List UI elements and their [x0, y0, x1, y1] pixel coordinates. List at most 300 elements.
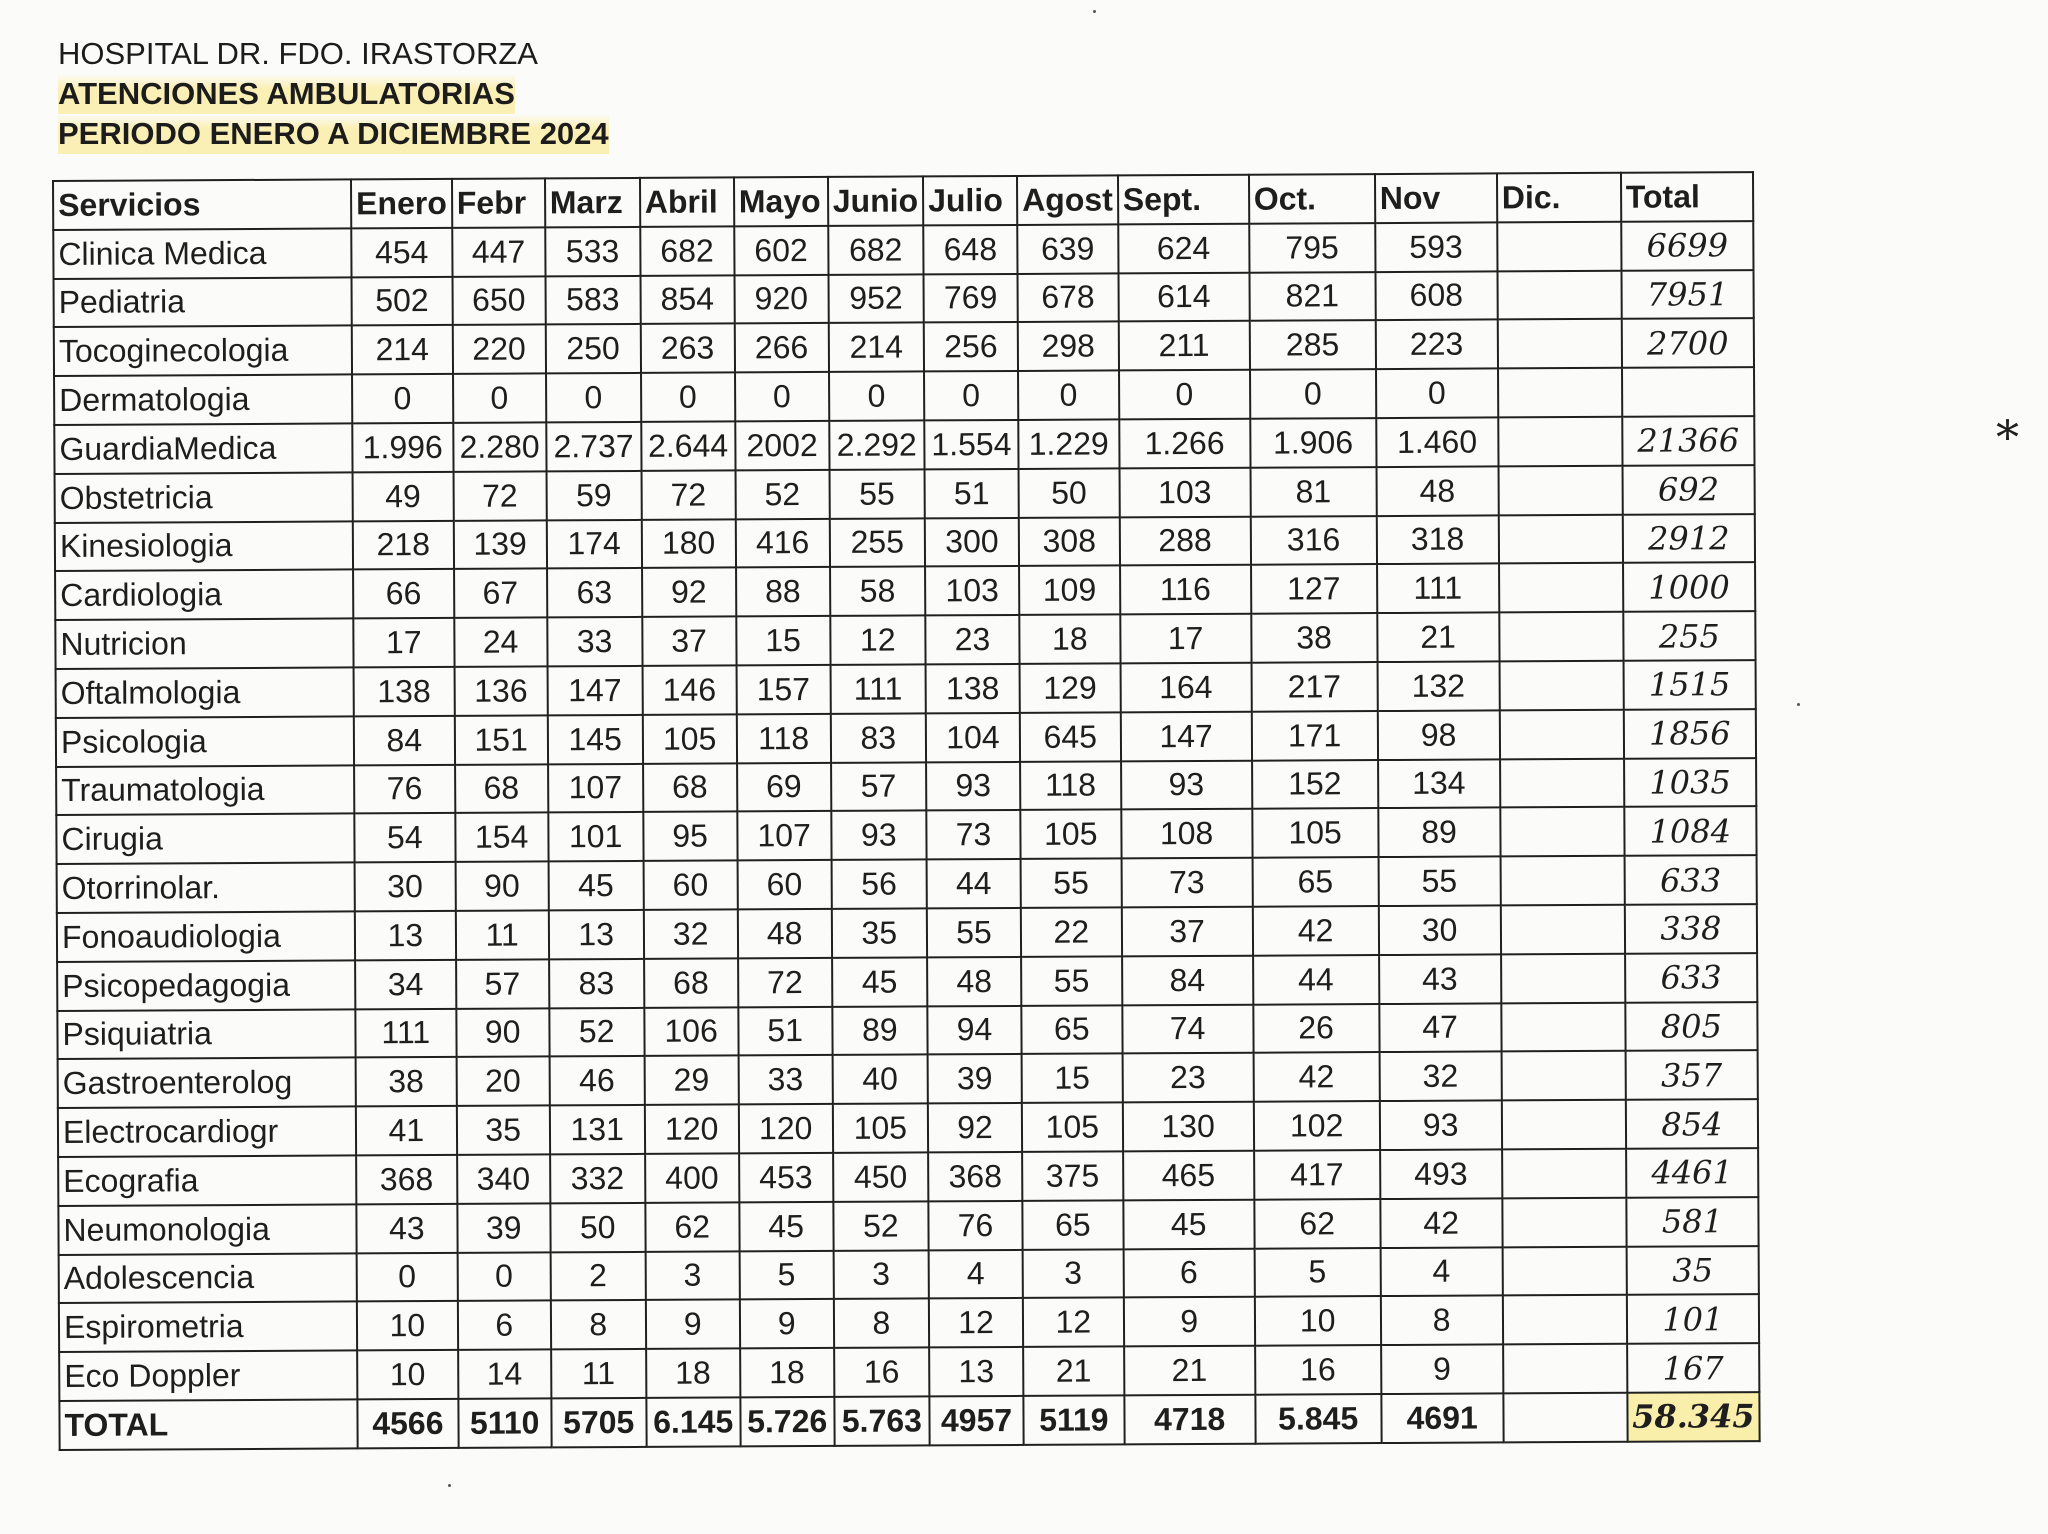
- month-cell: 21: [1377, 613, 1499, 662]
- column-header: Nov: [1375, 173, 1497, 222]
- month-cell: 105: [1022, 1103, 1123, 1152]
- month-cell: 0: [1018, 371, 1119, 420]
- month-cell: 39: [457, 1203, 550, 1252]
- month-cell: 101: [548, 812, 643, 861]
- handwritten-total-cell: 35: [1626, 1246, 1759, 1295]
- handwritten-total-cell: 255: [1623, 611, 1756, 660]
- month-cell: 223: [1375, 320, 1497, 369]
- month-cell: 152: [1252, 760, 1378, 809]
- month-cell: 145: [547, 715, 642, 764]
- total-row: [59, 1392, 1759, 1450]
- month-cell: 214: [352, 325, 453, 374]
- month-cell: 608: [1375, 271, 1497, 320]
- service-name: Ecografia: [58, 1155, 356, 1205]
- column-header: Sept.: [1118, 175, 1249, 224]
- month-cell: 218: [353, 520, 454, 569]
- handwritten-total-cell: 2912: [1622, 514, 1755, 563]
- month-cell: 67: [454, 569, 547, 618]
- table-row: [59, 1246, 1759, 1304]
- month-cell: 43: [1379, 954, 1501, 1003]
- month-cell: 164: [1120, 663, 1251, 712]
- month-cell: 13: [929, 1347, 1023, 1396]
- handwritten-total-cell: 21366: [1622, 416, 1755, 465]
- month-cell: 51: [925, 469, 1019, 518]
- column-header: Dic.: [1497, 173, 1621, 222]
- month-cell: 69: [737, 762, 831, 811]
- month-cell: 332: [550, 1154, 645, 1203]
- month-cell: 6: [1123, 1248, 1254, 1297]
- service-name: Kinesiologia: [55, 521, 353, 571]
- month-cell: 18: [646, 1349, 740, 1398]
- month-cell: 17: [353, 618, 454, 667]
- month-cell: 90: [456, 1008, 549, 1057]
- month-cell: [1502, 1100, 1626, 1149]
- month-cell: [1499, 710, 1623, 759]
- month-cell: 678: [1018, 273, 1119, 322]
- month-cell: 81: [1250, 467, 1376, 516]
- month-cell: 214: [828, 323, 924, 372]
- month-cell: [1501, 1051, 1625, 1100]
- month-cell: 58: [830, 567, 926, 616]
- month-cell: 5110: [458, 1398, 551, 1447]
- month-cell: 60: [643, 861, 737, 910]
- handwritten-total-cell: 581: [1626, 1197, 1759, 1246]
- month-cell: 583: [545, 276, 640, 325]
- month-cell: 92: [642, 568, 736, 617]
- month-cell: [1497, 222, 1621, 271]
- month-cell: 72: [641, 470, 735, 519]
- month-cell: 648: [923, 225, 1017, 274]
- month-cell: 55: [1021, 859, 1122, 908]
- month-cell: 66: [353, 569, 454, 618]
- column-header: Agost: [1017, 175, 1118, 224]
- month-cell: 131: [550, 1105, 645, 1154]
- month-cell: 1.906: [1250, 418, 1376, 467]
- month-cell: 151: [454, 715, 547, 764]
- month-cell: 45: [548, 861, 643, 910]
- month-cell: 316: [1250, 516, 1376, 565]
- month-cell: 111: [830, 664, 926, 713]
- month-cell: 795: [1249, 223, 1375, 272]
- month-cell: 147: [547, 666, 642, 715]
- table-row: [53, 221, 1753, 279]
- month-cell: 50: [550, 1203, 645, 1252]
- month-cell: 20: [456, 1057, 549, 1106]
- report-period: PERIODO ENERO A DICIEMBRE 2024: [58, 114, 609, 154]
- handwritten-total-cell: 338: [1624, 904, 1757, 953]
- month-cell: 682: [828, 225, 924, 274]
- handwritten-total-cell: 692: [1622, 465, 1755, 514]
- month-cell: [1502, 1246, 1626, 1295]
- month-cell: 49: [353, 472, 454, 521]
- month-cell: 10: [357, 1301, 458, 1350]
- month-cell: 0: [924, 371, 1018, 420]
- table-row: [57, 855, 1757, 913]
- month-cell: 68: [455, 764, 548, 813]
- month-cell: [1503, 1295, 1627, 1344]
- table-row: [57, 953, 1757, 1011]
- month-cell: 15: [1022, 1054, 1123, 1103]
- month-cell: 0: [829, 372, 925, 421]
- service-name: Tocoginecologia: [54, 326, 352, 376]
- month-cell: 1.229: [1018, 419, 1119, 468]
- month-cell: 108: [1121, 809, 1252, 858]
- month-cell: 76: [928, 1201, 1022, 1250]
- table-row: [55, 465, 1755, 523]
- month-cell: 98: [1377, 710, 1499, 759]
- report-title: ATENCIONES AMBULATORIAS: [58, 74, 515, 114]
- month-cell: 52: [735, 470, 829, 519]
- month-cell: 11: [551, 1349, 646, 1398]
- month-cell: 103: [1119, 468, 1250, 517]
- month-cell: 42: [1253, 1052, 1379, 1101]
- month-cell: 104: [926, 713, 1020, 762]
- month-cell: [1499, 612, 1623, 661]
- service-name: Electrocardiogr: [58, 1107, 356, 1157]
- month-cell: 65: [1252, 857, 1378, 906]
- document-header: [54, 34, 613, 154]
- month-cell: [1498, 417, 1622, 466]
- handwritten-total-cell: 101: [1627, 1294, 1760, 1343]
- month-cell: 62: [1254, 1199, 1380, 1248]
- service-name: Psicologia: [56, 716, 354, 766]
- month-cell: 298: [1018, 322, 1119, 371]
- service-name: Psicopedagogia: [57, 960, 355, 1010]
- month-cell: 40: [832, 1055, 928, 1104]
- month-cell: 4: [929, 1249, 1023, 1298]
- month-cell: 453: [739, 1153, 833, 1202]
- month-cell: 93: [831, 811, 927, 860]
- month-cell: 266: [734, 323, 828, 372]
- month-cell: 952: [828, 274, 924, 323]
- month-cell: 0: [546, 373, 641, 422]
- service-name: Fonoaudiologia: [57, 911, 355, 961]
- month-cell: 73: [926, 810, 1020, 859]
- month-cell: 4691: [1381, 1393, 1503, 1442]
- month-cell: 107: [737, 811, 831, 860]
- table-row: [56, 758, 1756, 816]
- month-cell: 450: [833, 1152, 929, 1201]
- table-row: [57, 1002, 1757, 1060]
- month-cell: 136: [454, 666, 547, 715]
- month-cell: 8: [551, 1300, 646, 1349]
- month-cell: 447: [452, 227, 545, 276]
- month-cell: 13: [549, 910, 644, 959]
- month-cell: 416: [735, 519, 829, 568]
- month-cell: 4957: [929, 1396, 1023, 1445]
- month-cell: 60: [737, 860, 831, 909]
- column-header: Febr: [452, 178, 545, 227]
- month-cell: 650: [452, 276, 545, 325]
- month-cell: 171: [1251, 711, 1377, 760]
- column-header: Abril: [640, 177, 734, 226]
- month-cell: 300: [925, 518, 1019, 567]
- month-cell: [1499, 661, 1623, 710]
- service-name: Neumonologia: [58, 1204, 356, 1254]
- month-cell: 217: [1251, 662, 1377, 711]
- paper-speck: [1797, 703, 1800, 706]
- month-cell: 42: [1380, 1198, 1502, 1247]
- handwritten-total-cell: 633: [1625, 953, 1758, 1002]
- month-cell: 16: [1255, 1345, 1381, 1394]
- month-cell: 129: [1020, 663, 1121, 712]
- month-cell: 11: [456, 910, 549, 959]
- table-row: [56, 660, 1756, 718]
- month-cell: 256: [924, 322, 1018, 371]
- handwritten-total-cell: 6699: [1621, 221, 1754, 270]
- handwritten-total-cell: 1000: [1623, 562, 1756, 611]
- handwritten-total-cell: 2700: [1621, 318, 1754, 367]
- month-cell: 44: [927, 859, 1021, 908]
- month-cell: 0: [1250, 369, 1376, 418]
- handwritten-total-cell: 7951: [1621, 270, 1754, 319]
- month-cell: 89: [832, 1006, 928, 1055]
- month-cell: [1497, 319, 1621, 368]
- month-cell: 0: [357, 1252, 458, 1301]
- month-cell: 9: [1381, 1345, 1503, 1394]
- month-cell: 0: [735, 372, 829, 421]
- month-cell: 127: [1251, 564, 1377, 613]
- month-cell: 3: [1023, 1249, 1124, 1298]
- month-cell: 83: [549, 959, 644, 1008]
- month-cell: 84: [354, 716, 455, 765]
- month-cell: 21: [1124, 1346, 1255, 1395]
- table-row: [58, 1197, 1758, 1255]
- column-header: Total: [1621, 172, 1754, 221]
- month-cell: 35: [832, 908, 928, 957]
- month-cell: 0: [352, 374, 453, 423]
- month-cell: 55: [1378, 857, 1500, 906]
- table-row: [56, 709, 1756, 767]
- month-cell: 17: [1120, 614, 1251, 663]
- month-cell: 55: [1021, 956, 1122, 1005]
- service-name: Cirugia: [56, 814, 354, 864]
- month-cell: 14: [458, 1350, 551, 1399]
- month-cell: 132: [1377, 661, 1499, 710]
- column-header: Junio: [828, 176, 924, 225]
- month-cell: 105: [1020, 810, 1121, 859]
- month-cell: 18: [1019, 615, 1120, 664]
- month-cell: 639: [1017, 224, 1118, 273]
- service-name: Espirometria: [59, 1302, 357, 1352]
- month-cell: 35: [457, 1106, 550, 1155]
- table-row: [59, 1343, 1759, 1401]
- month-cell: 74: [1122, 1004, 1253, 1053]
- month-cell: 94: [927, 1005, 1021, 1054]
- month-cell: 32: [1379, 1052, 1501, 1101]
- month-cell: 593: [1375, 222, 1497, 271]
- month-cell: 417: [1254, 1150, 1380, 1199]
- month-cell: 318: [1376, 515, 1498, 564]
- month-cell: [1497, 270, 1621, 319]
- month-cell: [1498, 514, 1622, 563]
- month-cell: 9: [646, 1300, 740, 1349]
- handwritten-total-cell: 357: [1625, 1050, 1758, 1099]
- hospital-name: HOSPITAL DR. FDO. IRASTORZA: [58, 36, 538, 71]
- month-cell: 465: [1123, 1151, 1254, 1200]
- month-cell: 55: [829, 469, 925, 518]
- service-name: Obstetricia: [55, 472, 353, 522]
- month-cell: 92: [928, 1103, 1022, 1152]
- month-cell: 57: [456, 959, 549, 1008]
- table-row: [54, 318, 1754, 376]
- month-cell: 2002: [735, 421, 829, 470]
- month-cell: 47: [1379, 1003, 1501, 1052]
- month-cell: 138: [354, 667, 455, 716]
- month-cell: 138: [926, 664, 1020, 713]
- month-cell: 9: [1124, 1297, 1255, 1346]
- handwritten-asterisk: *: [1996, 410, 2019, 464]
- month-cell: 12: [830, 616, 926, 665]
- month-cell: 37: [642, 617, 736, 666]
- month-cell: 10: [357, 1350, 458, 1399]
- table-row: [54, 270, 1754, 328]
- month-cell: 5.763: [834, 1396, 930, 1445]
- month-cell: 920: [734, 275, 828, 324]
- month-cell: 255: [829, 518, 925, 567]
- month-cell: 93: [1380, 1101, 1502, 1150]
- month-cell: 103: [925, 566, 1019, 615]
- month-cell: 5.726: [740, 1397, 834, 1446]
- month-cell: 6.145: [646, 1397, 740, 1446]
- column-header: Marz: [545, 178, 640, 227]
- month-cell: [1498, 368, 1622, 417]
- service-name: Gastroenterolog: [58, 1058, 356, 1108]
- month-cell: 368: [928, 1152, 1022, 1201]
- month-cell: 18: [740, 1348, 834, 1397]
- month-cell: 130: [1123, 1102, 1254, 1151]
- month-cell: 368: [356, 1155, 457, 1204]
- month-cell: 0: [1119, 370, 1250, 419]
- month-cell: 23: [1122, 1053, 1253, 1102]
- month-cell: [1499, 563, 1623, 612]
- month-cell: 33: [547, 617, 642, 666]
- handwritten-total-cell: 167: [1627, 1343, 1760, 1392]
- month-cell: 4718: [1124, 1395, 1255, 1444]
- month-cell: [1503, 1344, 1627, 1393]
- service-name: Eco Doppler: [59, 1351, 357, 1401]
- month-cell: 5: [739, 1250, 833, 1299]
- month-cell: 220: [452, 325, 545, 374]
- table-row: [54, 416, 1754, 474]
- month-cell: 34: [355, 960, 456, 1009]
- table-row: [58, 1099, 1758, 1157]
- month-cell: 89: [1378, 808, 1500, 857]
- month-cell: 16: [834, 1348, 930, 1397]
- month-cell: 250: [545, 324, 640, 373]
- month-cell: 9: [740, 1299, 834, 1348]
- service-name: GuardiaMedica: [54, 423, 352, 473]
- handwritten-total-cell: 633: [1624, 855, 1757, 904]
- month-cell: 65: [1022, 1200, 1123, 1249]
- month-cell: 854: [640, 275, 734, 324]
- month-cell: 154: [455, 813, 548, 862]
- month-cell: 48: [738, 909, 832, 958]
- month-cell: 3: [833, 1250, 929, 1299]
- grand-total-cell: 58.345: [1627, 1392, 1760, 1441]
- month-cell: 95: [643, 812, 737, 861]
- month-cell: 93: [1121, 760, 1252, 809]
- month-cell: 0: [453, 374, 546, 423]
- month-cell: 105: [642, 714, 736, 763]
- column-header: Julio: [923, 176, 1017, 225]
- table-row: [54, 367, 1754, 425]
- month-cell: 5.845: [1255, 1394, 1381, 1443]
- column-header: Enero: [351, 179, 452, 228]
- month-cell: 1.266: [1119, 419, 1250, 468]
- table-row: [55, 514, 1755, 572]
- handwritten-total-cell: 854: [1626, 1099, 1759, 1148]
- month-cell: 493: [1380, 1149, 1502, 1198]
- month-cell: 54: [354, 813, 455, 862]
- month-cell: 769: [924, 274, 1018, 323]
- service-name: Clinica Medica: [53, 228, 351, 278]
- service-name: Nutricion: [55, 619, 353, 669]
- month-cell: 68: [644, 958, 738, 1007]
- month-cell: 105: [833, 1104, 929, 1153]
- month-cell: [1498, 466, 1622, 515]
- month-cell: 375: [1022, 1151, 1123, 1200]
- service-name: Dermatologia: [54, 375, 352, 425]
- month-cell: 37: [1121, 907, 1252, 956]
- month-cell: 24: [454, 618, 547, 667]
- month-cell: 1.460: [1376, 417, 1498, 466]
- month-cell: [1502, 1198, 1626, 1247]
- service-name: Oftalmologia: [56, 667, 354, 717]
- month-cell: [1502, 1149, 1626, 1198]
- month-cell: 645: [1020, 712, 1121, 761]
- month-cell: 88: [736, 567, 830, 616]
- month-cell: 45: [832, 957, 928, 1006]
- month-cell: 502: [352, 276, 453, 325]
- handwritten-total-cell: 4461: [1626, 1148, 1759, 1197]
- service-name: Pediatria: [54, 277, 352, 327]
- handwritten-total-cell: 805: [1625, 1002, 1758, 1051]
- month-cell: 84: [1122, 955, 1253, 1004]
- month-cell: 73: [1121, 858, 1252, 907]
- month-cell: 3: [645, 1251, 739, 1300]
- month-cell: 57: [831, 762, 927, 811]
- month-cell: [1500, 856, 1624, 905]
- month-cell: 38: [1251, 613, 1377, 662]
- month-cell: [1503, 1393, 1627, 1442]
- month-cell: 26: [1253, 1004, 1379, 1053]
- month-cell: 285: [1249, 320, 1375, 369]
- month-cell: 8: [1381, 1296, 1503, 1345]
- table-row: [59, 1294, 1759, 1352]
- month-cell: 174: [546, 519, 641, 568]
- month-cell: 65: [1021, 1005, 1122, 1054]
- month-cell: 211: [1118, 321, 1249, 370]
- month-cell: 682: [640, 226, 734, 275]
- month-cell: 116: [1120, 565, 1251, 614]
- table-row: [57, 904, 1757, 962]
- month-cell: 106: [644, 1007, 738, 1056]
- month-cell: 107: [548, 763, 643, 812]
- month-cell: 42: [1252, 906, 1378, 955]
- month-cell: 83: [830, 713, 926, 762]
- month-cell: 15: [736, 616, 830, 665]
- table-row: [58, 1050, 1758, 1108]
- month-cell: 51: [738, 1006, 832, 1055]
- month-cell: 147: [1120, 711, 1251, 760]
- month-cell: 72: [738, 958, 832, 1007]
- month-cell: 111: [1377, 564, 1499, 613]
- month-cell: 43: [356, 1204, 457, 1253]
- month-cell: 39: [928, 1054, 1022, 1103]
- month-cell: 13: [355, 911, 456, 960]
- month-cell: 2.292: [829, 420, 925, 469]
